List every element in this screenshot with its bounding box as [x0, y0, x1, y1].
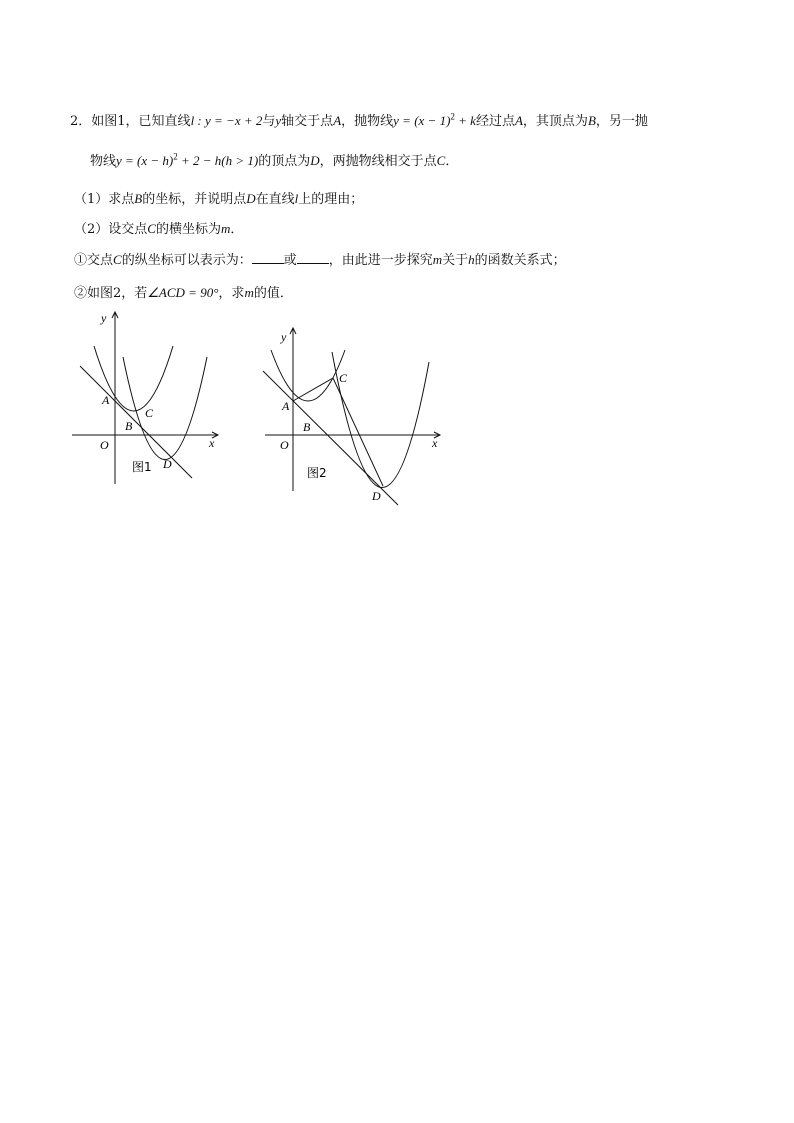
label-x: x: [209, 436, 215, 450]
point-A: A: [333, 113, 342, 128]
point-B: B: [587, 113, 596, 128]
var-m: m: [244, 285, 254, 300]
problem-number: 2．: [70, 114, 92, 129]
answer-blank-1: [252, 251, 284, 264]
text: 的顶点为: [258, 154, 311, 169]
point-B: B: [134, 191, 143, 206]
parabola-equation-1: [393, 113, 476, 128]
parabola-equation-2: [116, 153, 258, 168]
point-C: C: [436, 153, 446, 168]
exponent: 2: [450, 111, 455, 122]
text: 物线: [90, 154, 117, 169]
text: ②如图2，若: [74, 286, 148, 301]
question-2: [74, 218, 243, 237]
var-y: y: [275, 113, 282, 128]
text: ．: [230, 222, 244, 237]
label-O: O: [100, 438, 109, 452]
problem-line-1: [70, 110, 648, 129]
figure-1-caption: 图1: [132, 460, 152, 474]
var-m: m: [220, 221, 231, 236]
var-m: m: [432, 252, 443, 267]
text: 的函数关系式；: [474, 253, 566, 268]
exponent: 2: [173, 151, 178, 162]
eq-part: y = (x − h): [116, 153, 174, 168]
var-h: h: [468, 252, 475, 267]
text: ，抛物线: [341, 114, 394, 129]
label-A: A: [102, 393, 110, 407]
text: ①交点: [74, 253, 114, 268]
text: ．: [445, 154, 459, 169]
text: 如图1，已知直线: [91, 114, 191, 129]
label-y: y: [101, 311, 107, 325]
point-D: D: [246, 191, 256, 206]
text: ，求: [218, 286, 245, 301]
point-A: A: [514, 113, 523, 128]
answer-blank-2: [297, 251, 329, 264]
point-D: D: [310, 153, 320, 168]
label-y: y: [281, 330, 287, 344]
label-O: O: [280, 438, 289, 452]
sub-question-2: [74, 282, 293, 301]
text: 上的理由；: [298, 192, 364, 207]
label-D: D: [163, 457, 172, 471]
eq-part: + 2 − h(h > 1): [177, 153, 259, 168]
question-1: [74, 188, 363, 207]
text: ，两抛物线相交于点: [319, 154, 437, 169]
text: 的值．: [253, 286, 293, 301]
text: ，另一抛: [595, 114, 648, 129]
label-x: x: [432, 436, 438, 450]
figure-2: [258, 322, 458, 532]
text: 与: [262, 114, 276, 129]
figure-2-caption: 图2: [307, 466, 327, 480]
sub-question-1: [74, 249, 566, 268]
eq-part: y = (x − 1): [393, 113, 451, 128]
text: 的坐标，并说明点: [142, 192, 247, 207]
problem-line-2: [90, 150, 458, 169]
text: 的纵坐标可以表示为：: [121, 253, 252, 268]
label-B: B: [125, 419, 133, 433]
text: （2）设交点: [74, 222, 148, 237]
line-equation: l : y = −x + 2: [190, 113, 263, 128]
text: （1）求点: [74, 192, 135, 207]
angle-condition: ∠ACD = 90°: [147, 285, 219, 300]
text: 关于: [442, 253, 469, 268]
label-C: C: [339, 371, 348, 385]
segment-AC: [293, 378, 333, 401]
text: 经过点: [475, 114, 515, 129]
text: 轴交于点: [281, 114, 334, 129]
text: 或: [283, 253, 297, 268]
label-D: D: [372, 489, 381, 503]
var-l: l: [294, 191, 299, 206]
figure-1: [65, 305, 240, 495]
parabola-2: [123, 357, 207, 460]
label-B: B: [303, 420, 311, 434]
text: 的横坐标为: [155, 222, 221, 237]
label-A: A: [282, 399, 290, 413]
eq-part: + k: [454, 113, 476, 128]
text: ，由此进一步探究: [328, 253, 433, 268]
text: 在直线: [255, 192, 295, 207]
point-C: C: [113, 252, 122, 267]
parabola-1: [271, 350, 345, 401]
segment-CD: [333, 378, 383, 486]
text: ，其顶点为: [522, 114, 588, 129]
point-C: C: [147, 221, 156, 236]
label-C: C: [145, 406, 154, 420]
